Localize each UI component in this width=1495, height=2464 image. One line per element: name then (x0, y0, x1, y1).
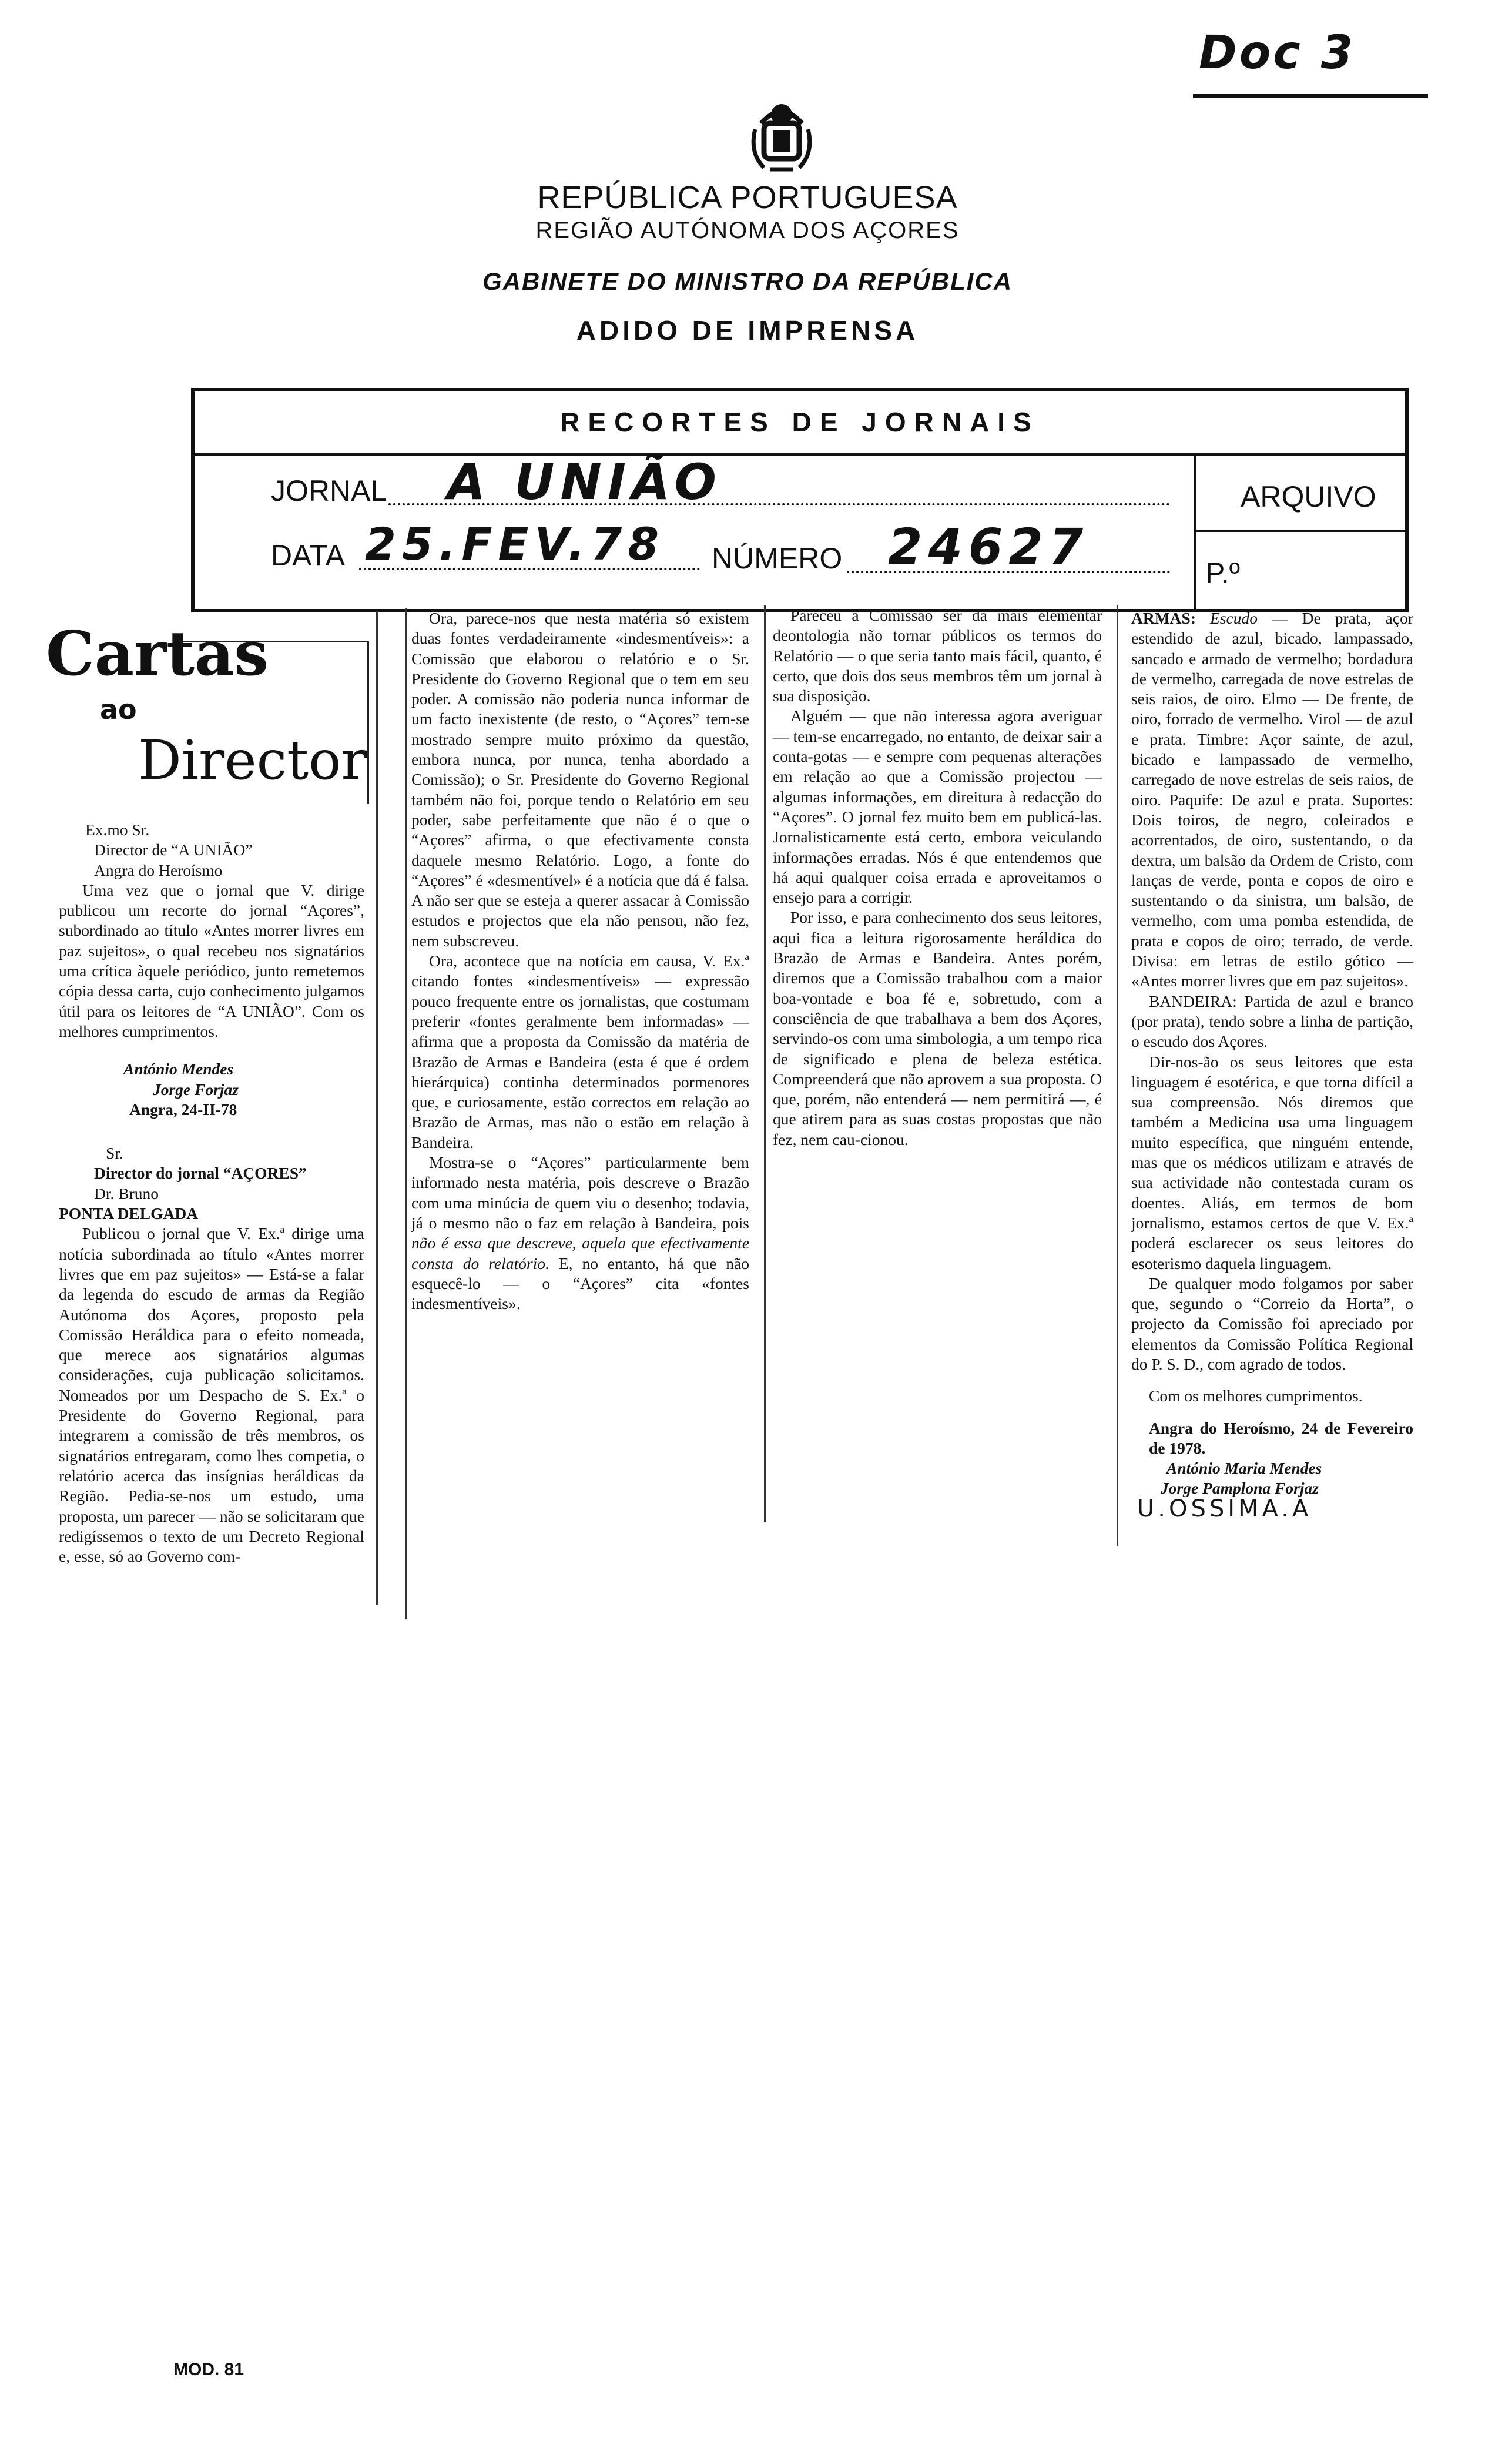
city-line: PONTA DELGADA (59, 1204, 199, 1223)
col4-paragraph-4: De qualquer modo folgamos por saber que, segundo o “Correio da Horta”, o projecto da Comissão foi apreciado por elementos da Comissão Política Regional do P. S. D., com agrado de todos. (1131, 1274, 1413, 1373)
form-title: RECORTES DE JORNAIS (560, 407, 1040, 437)
col3-paragraph-3: Por isso, e para conhecimento dos seus leitores, aqui fica a leitura rigorosamente heráldica do Brazão de Armas e Bandeira. Antes porém, diremos que a Comissão trabalhou com a maior boa-vontade e boa fé e, sobretudo, com a consciência de que trabalhava a bem dos Açores, servindo-os com uma simbologia, a um tempo rica de significado e plena de beleza estética. Compreenderá que não aprovem a sua proposta. O que, porém, não entenderá — nem permitirá —, é que atirem para as suas costas propostas que não fez, nem cau-cionou. (773, 908, 1102, 1149)
letter-date: Angra, 24-II-78 (129, 1100, 237, 1119)
signature-2: Jorge Forjaz (153, 1080, 239, 1099)
letter-column-3 (773, 605, 1102, 1150)
col4-signature-2: Jorge Pamplona Forjaz (1161, 1479, 1319, 1498)
director-line: Director do jornal “AÇORES” (94, 1164, 307, 1183)
form-column-divider (1194, 456, 1196, 609)
salutation-2: Director de “A UNIÃO” (94, 841, 253, 859)
header-gabinete: GABINETE DO MINISTRO DA REPÚBLICA (482, 267, 1013, 295)
column-rule-4 (1117, 605, 1118, 1546)
salutation-1: Ex.mo Sr. (85, 821, 150, 839)
col4-closing: Com os melhores cumprimentos. (1149, 1387, 1363, 1405)
armas-label: ARMAS: (1131, 609, 1211, 627)
heading-director: Director (138, 729, 367, 792)
jornal-value: A UNIÃO (447, 453, 722, 511)
letter-column-1 (59, 820, 364, 1566)
col2-paragraph-3 (411, 1153, 749, 1314)
escudo-label: Escudo (1210, 609, 1258, 627)
intro-paragraph: Uma vez que o jornal que V. dirige publicou um recorte do jornal “Açores”, subordinado ao título «Antes morrer livres em paz sujeitos», o qual recebeu nos signatários uma crítica àquele periódico, junto remetemos cópia dessa carta, cujo conhecimento julgamos útil para os leitores de “A UNIÃO”. Com os melhores cumprimentos. (59, 881, 364, 1040)
col3-paragraph-2: Alguém — que não interessa agora averiguar — tem-se encarregado, no entanto, de deixar sair a conta-gotas — e sempre com pequenas alterações em relação ao que a Comissão projectou — algumas informações, em direitura à redacção do “Açores”. O jornal fez muito bem em publicá-las. Jornalisticamente está certo, embora veiculando informações erradas. Nós é que entendemos que há aqui qualquer coisa errada e aproveitamos o ensejo para a corrigir. (773, 707, 1102, 907)
data-label: DATA (271, 539, 345, 572)
heading-ao: ao (100, 694, 137, 725)
header-regiao: REGIÃO AUTÓNOMA DOS AÇORES (535, 217, 960, 243)
col2-paragraph-3-italic: não é essa que descreve, aquela que efectivamente consta do relatório. (411, 1234, 749, 1273)
column-rule-1 (376, 611, 378, 1605)
col2-paragraph-3-start: Mostra-se o “Açores” particularmente bem informado nesta matéria, pois descreve o Brazão com uma minúcia de quem viu o desenho; todavia, já o mesmo não o faz em relação à Bandeira, pois (411, 1153, 749, 1232)
header-adido: ADIDO DE IMPRENSA (576, 315, 919, 346)
col4-bandeira: BANDEIRA: Partida de azul e branco (por prata), tendo sobre a linha de partição, o escudo dos Açores. (1131, 992, 1413, 1051)
col4-date: Angra do Heroísmo, 24 de Fevereiro de 1978. (1149, 1418, 1413, 1457)
armas-text: — De prata, açor estendido de azul, bicado, lampassado, sancado e armado de vermelho; bordadura de vermelho, carregada de nove estrelas de seis raios, de oiro. Elmo — De frente, de oiro, forrado de vermelho. Virol — de azul e prata. Timbre: Açor sainte, de azul, bicado e lampassado de vermelho, carregado de nove estrelas de seis raios, de oiro. Paquife: De azul e prata. Suportes: Dois toiros, de negro, coleirados e acorrentados, de oiro, sustentando, o da dextra, um balsão da Ordem de Cristo, com lanças de verde, ponta e copos de oiro e sustentando o da sinistra, um balsão, de vermelho, com uma pomba estendida, de prata e copos de oiro; terrado, de verde. Divisa: em letras de estilo gótico — «Antes morrer livres que em paz sujeitos». (1131, 609, 1413, 990)
col3-paragraph-1: Pareceu à Comissão ser da mais elementar deontologia não tornar públicos os termos do Relatório — o que seria tanto mais fácil, quanto, é certo, que dois dos seus membros têm um jornal à sua disposição. (773, 606, 1102, 705)
doc-tag: Doc 3 (1199, 26, 1355, 79)
dr-line: Dr. Bruno (94, 1184, 159, 1203)
col4-paragraph-3: Dir-nos-ão os seus leitores que esta linguagem é esotérica, e que torna difícil a sua compreensão. Nós diremos que também a Medicina usa uma linguagem muito específica, que ninguém entende, mas que os médicos utilizam e através de sua actividade não contestada curam os doentes. Aliás, em termos de bom jornalismo, estamos certos de que V. Ex.ª poderá esclarecer os seus leitores do esoterismo daquela linguagem. (1131, 1052, 1413, 1273)
signature-1: António Mendes (123, 1060, 234, 1079)
col2-paragraph-3-end: E, no entanto, há que não esquecê-lo — o “Açores” cita «fontes indesmentíveis». (411, 1254, 749, 1313)
col4-armas (1131, 608, 1413, 992)
place-line: Angra do Heroísmo (94, 861, 223, 879)
header-republica: REPÚBLICA PORTUGUESA (537, 180, 958, 215)
form-divider (195, 453, 1405, 456)
letter-body: Publicou o jornal que V. Ex.ª dirige uma notícia subordinada ao título «Antes morrer livres que em paz sujeitos» — Está-se a falar da legenda do escudo de armas da Região Autónoma dos Açores, proposto pela Comissão Heráldica para o efeito nomeada, que merece aos signatários algumas considerações, cuja publicação solicitamos. Nomeados por um Despacho de S. Ex.ª o Presidente do Governo Regional, para integrarem a comissão de três membros, os signatários entregaram, como lhes competia, o relatório acerca das insígnias heráldicas da Região. Pedia-se-nos um estudo, uma proposta, um parecer — não se solicitaram que redigíssemos o texto de um Decreto Regional e, esse, só ao Governo com- (59, 1224, 364, 1566)
p-label: P.º (1205, 557, 1241, 590)
jornal-label: JORNAL (271, 474, 387, 507)
column-rule-3 (764, 605, 766, 1522)
arquivo-divider (1196, 530, 1408, 532)
col4-stamp: U.OSSIMA.A (1137, 1495, 1312, 1522)
data-value: 25.FEV.78 (365, 518, 665, 570)
numero-label: NÚMERO (712, 542, 843, 575)
column-rule-2 (405, 608, 407, 1619)
heading-cartas: Cartas (46, 617, 269, 689)
letter-column-2 (411, 608, 749, 1314)
col4-signature-1: António Maria Mendes (1166, 1459, 1322, 1478)
sr-line: Sr. (106, 1144, 123, 1163)
col2-paragraph-1: Ora, parece-nos que nesta matéria só existem duas fontes verdadeiramente «indesmentíveis»: a Comissão que elaborou o relatório e o Sr. Presidente do Governo Regional que o tem em seu poder. A comissão não poderia nunca informar de um facto inexistente (de resto, o “Açores” tem-se mostrado sempre muito próximo da questão, embora nunca, por nunca, tenha abordado a Comissão); o Sr. Presidente do Governo Regional também não foi, porque tendo o Relatório em seu poder, sabe perfeitamente que não é o que o “Açores” afirma, o que efectivamente consta daquele mesmo Relatório. Logo, a fonte do “Açores” é «desmentível» é a notícia que dá é falsa. A não ser que se esteja a querer assacar à Comissão estudos e projectos que ela não pensou, não fez, nem subscreveu. (411, 609, 749, 950)
form-model-number: MOD. 81 (173, 2360, 244, 2379)
clippings-form (191, 388, 1409, 612)
doc-tag-underline (1193, 94, 1428, 98)
coat-of-arms-icon (738, 88, 826, 176)
numero-value: 24627 (888, 518, 1090, 575)
col2-paragraph-2: Ora, acontece que na notícia em causa, V. Ex.ª citando fontes «indesmentíveis» — expressão pouco frequente entre os jornalistas, que costumam preferir «fontes geralmente bem informadas» — afirma que a proposta da Comissão da matéria de Brazão de Armas e Bandeira (esta é que é ordem hierárquica) continha determinados pormenores que, e curiosamente, estão correctos em relação ao Brazão de Armas, mas não o estão em relação à Bandeira. (411, 952, 749, 1151)
letter-column-4 (1131, 608, 1413, 1522)
arquivo-label: ARQUIVO (1241, 480, 1376, 513)
